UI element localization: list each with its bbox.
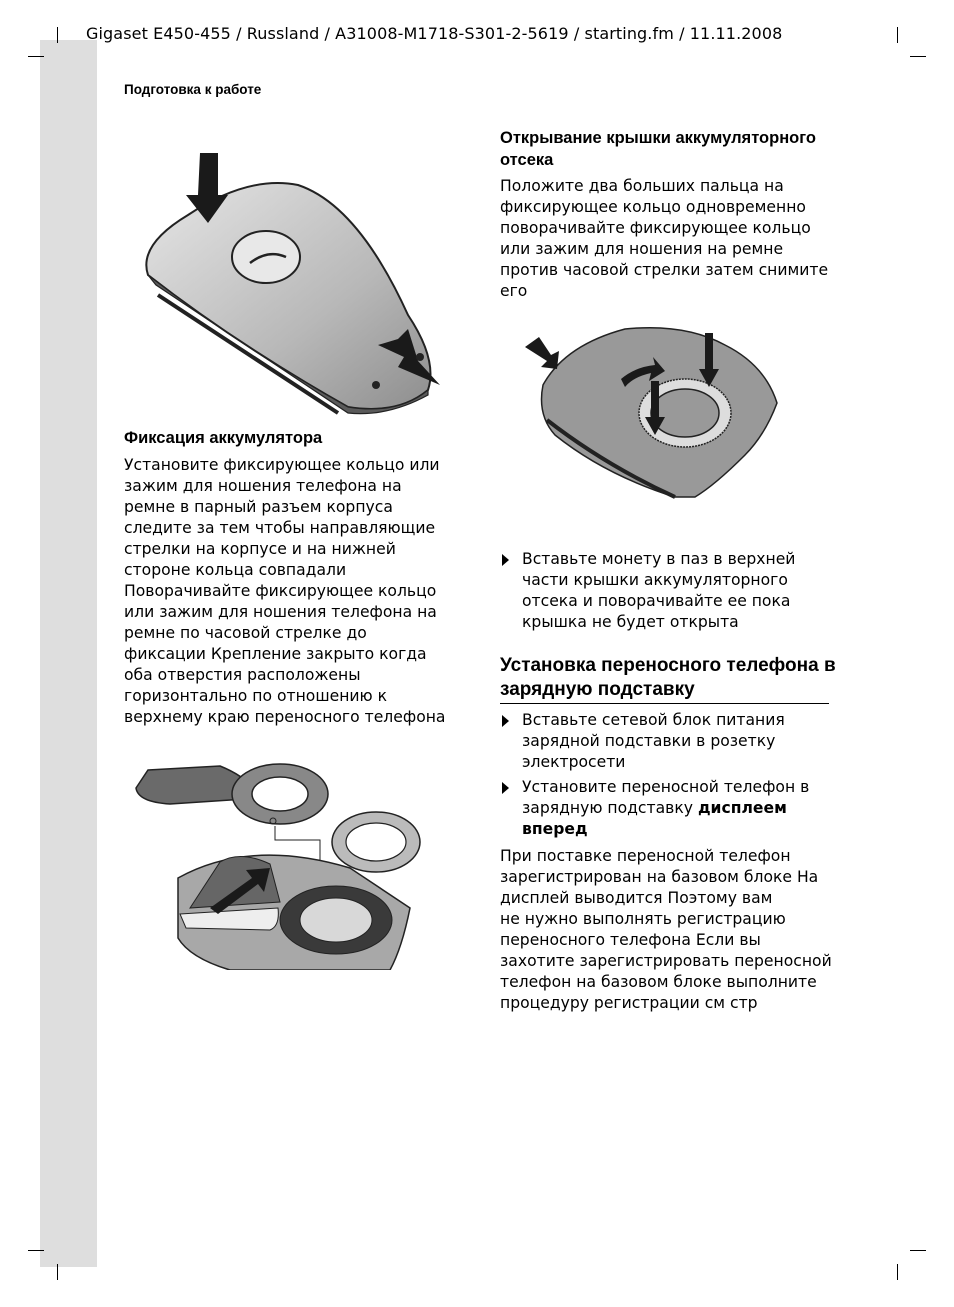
crop-mark [28, 56, 44, 57]
power-bullet-text: Вставьте сетевой блок питания зарядной подставки в розетку электросети [522, 711, 785, 771]
phone-back-cover-press-illustration [128, 145, 448, 417]
crop-mark [57, 27, 58, 43]
heading-divider [500, 703, 829, 704]
charger-heading: Установка переносного телефона в зарядную подставку [500, 655, 836, 700]
page-margin-bar [40, 40, 97, 1267]
crop-mark [910, 1250, 926, 1251]
crop-mark [897, 1264, 898, 1280]
registration-text: При поставке переносной телефон зарегистрирован на базовом блоке На дисплей выводится Поэтому вам не нужно выполнять регистрацию переносного телефона Если вы захотите зарегистрировать переносной телефон на базовом блоке выполните процедуру регистрации см стр [500, 847, 832, 1012]
open-cover-heading: Открывание крышки аккумуляторного отсека [500, 129, 816, 169]
triangle-right-icon [502, 554, 509, 566]
cover-rotate-illustration [525, 325, 780, 500]
triangle-right-icon [502, 782, 509, 794]
document-header: Gigaset E450-455 / Russland / A31008-M1718-S301-2-5619 / starting.fm / 11.11.2008 [86, 24, 783, 43]
crop-mark [57, 1264, 58, 1280]
crop-mark [910, 56, 926, 57]
battery-fixing-text: Установите фиксирующее кольцо или зажим для ношения телефона на ремне в парный разъем корпуса следите за тем чтобы направляющие стрелки на корпусе и на нижней стороне кольца совпадали Поворачивайте фиксирующее кольцо или зажим для ношения телефона на ремне по часовой стрелке до фиксации Крепление закрыто когда оба отверстия расположены горизонтально по отношению к верхнему краю переносного телефона [124, 456, 446, 726]
crop-mark [897, 27, 898, 43]
triangle-right-icon [502, 715, 509, 727]
section-title: Подготовка к работе [124, 82, 262, 97]
belt-clip-ring-illustration [130, 758, 445, 970]
battery-fixing-heading: Фиксация аккумулятора [124, 429, 323, 447]
crop-mark [28, 1250, 44, 1251]
open-cover-text: Положите два больших пальца на фиксирующее кольцо одновременно поворачивайте фиксирующее кольцо или зажим для ношения на ремне против часовой стрелки затем снимите его [500, 177, 829, 300]
display-forward-emphasis: дисплеем вперед [522, 799, 787, 838]
coin-bullet-text: Вставьте монету в паз в верхней части крышки аккумуляторного отсека и поворачивайте ее пока крышка не будет открыта [522, 550, 796, 631]
place-phone-bullet-text: Установите переносной телефон в зарядную подставку дисплеем вперед [522, 778, 810, 838]
